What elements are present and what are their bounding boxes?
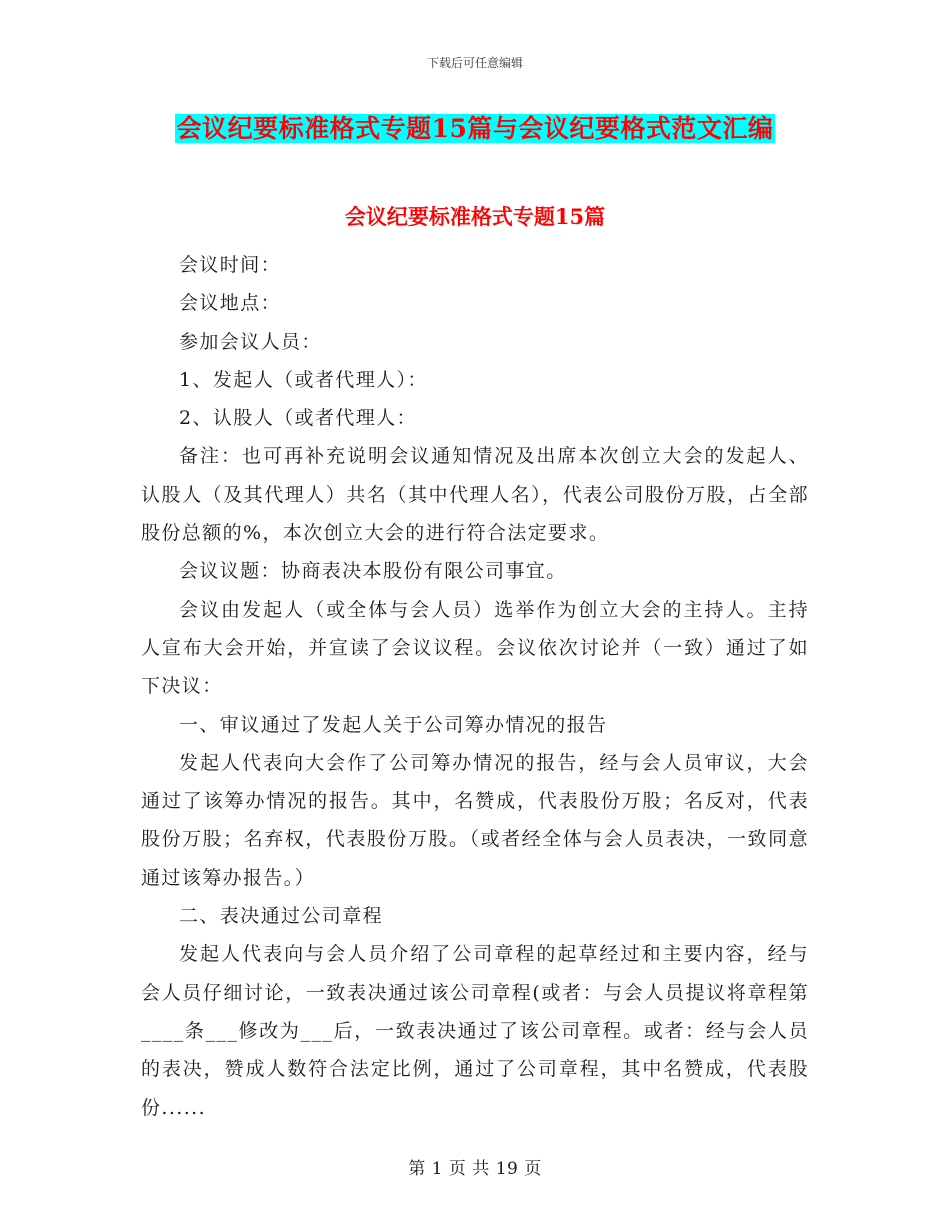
paragraph-initiators: 1、发起人（或者代理人）： [179,368,428,391]
paragraph-meeting-time: 会议时间： [179,254,282,276]
paragraph-remarks: 备注：也可再补充说明会议通知情况及出席本次创立大会的发起人、认股人（及其代理人）共名（其中代理人名），代表公司股份万股，占全部股份总额的%，本次创立大会的进行符合法定要求。 [141,445,809,545]
paragraph-chair: 会议由发起人（或全体与会人员）选举作为创立大会的主持人。主持人宣布大会开始，并宣读了会议议程。会议依次讨论并（一致）通过了如下决议： [141,598,809,698]
page-number: 第 1 页 共 19 页 [408,1159,542,1179]
main-title [0,112,950,146]
page-header: 下载后可任意编辑 [426,56,523,70]
paragraph-attendees: 参加会议人员： [179,330,322,353]
paragraph-meeting-place: 会议地点： [179,292,282,315]
document-body [141,246,809,1127]
sub-title: 会议纪要标准格式专题15篇 [344,204,606,229]
paragraph-resolution-2-detail: 发起人代表向与会人员介绍了公司章程的起草经过和主要内容，经与会人员仔细讨论，一致表决通过该公司章程(或者：与会人员提议将章程第____条___修改为___后，一致表决通过了该公司章程。或者：经与会人员的表决，赞成人数符合法定比例，通过了公司章程，其中名赞成，代表股份...... [141,943,809,1119]
main-title-text: 会议纪要标准格式专题15篇与会议纪要格式范文汇编 [176,114,774,143]
paragraph-agenda: 会议议题：协商表决本股份有限公司事宜。 [179,560,567,583]
paragraph-resolution-2: 二、表决通过公司章程 [179,905,384,928]
paragraph-resolution-1: 一、审议通过了发起人关于公司筹办情况的报告 [179,713,608,736]
paragraph-subscribers: 2、认股人（或者代理人： [179,407,417,430]
paragraph-resolution-1-detail: 发起人代表向大会作了公司筹办情况的报告，经与会人员审议，大会通过了该筹办情况的报告。其中，名赞成，代表股份万股；名反对，代表股份万股；名弃权，代表股份万股。（或者经全体与会人员表决，一致同意通过该筹办报告。） [141,751,809,889]
